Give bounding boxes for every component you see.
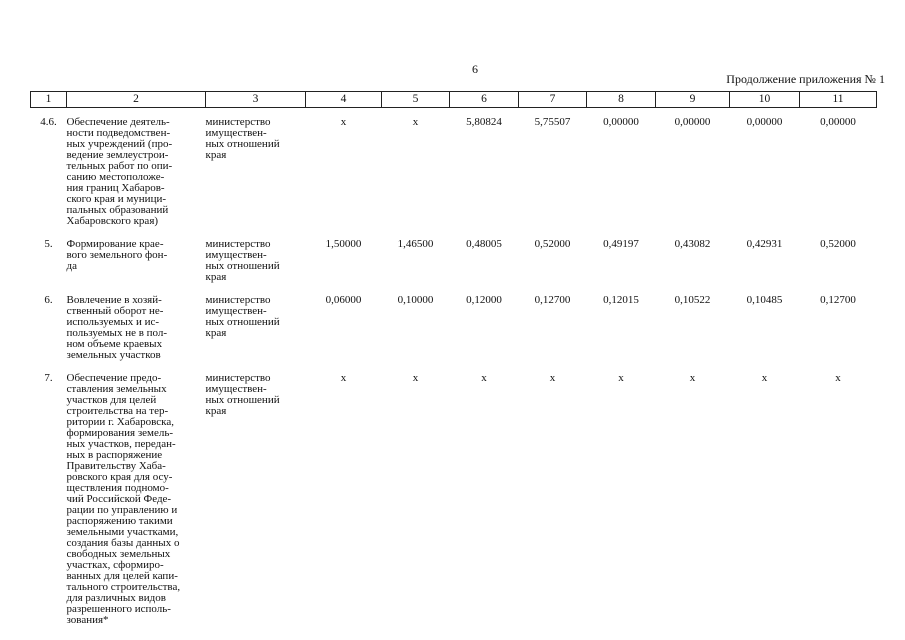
header-cell: 10: [730, 92, 800, 108]
header-cell: 8: [587, 92, 656, 108]
value-cell: х: [481, 372, 487, 384]
value-cell: 0,00000: [674, 116, 711, 128]
row-executor: министерство имуществен- ных отношений края: [205, 294, 280, 339]
header-cell: 5: [382, 92, 450, 108]
value-cell: 0,12700: [820, 294, 856, 306]
header-cell: 11: [800, 92, 877, 108]
row-executor: министерство имуществен- ных отношений края: [205, 372, 280, 417]
value-cell: х: [412, 116, 419, 128]
value-cell: х: [761, 372, 768, 384]
row-number: 5.: [44, 238, 53, 250]
header-cell: 2: [67, 92, 206, 108]
value-cell: 0,10522: [674, 294, 711, 306]
value-cell: х: [835, 372, 841, 384]
row-executor: министерство имуществен- ных отношений края: [205, 238, 280, 283]
value-cell: 0,52000: [534, 238, 571, 250]
row-number: 4.6.: [40, 116, 57, 128]
value-cell: 1,46500: [397, 238, 434, 250]
value-cell: 5,75507: [534, 116, 571, 128]
table-row: [31, 295, 877, 373]
header-cell: 6: [450, 92, 519, 108]
value-cell: 0,49197: [603, 238, 639, 250]
budget-table: [30, 91, 877, 638]
header-cell: 1: [31, 92, 67, 108]
header-cell: 4: [306, 92, 382, 108]
value-cell: 0,48005: [466, 238, 502, 250]
value-cell: 0,00000: [603, 116, 639, 128]
table-row: [31, 239, 877, 295]
value-cell: 1,50000: [325, 238, 362, 250]
value-cell: 0,52000: [820, 238, 856, 250]
value-cell: 5,80824: [466, 116, 502, 128]
value-cell: 0,42931: [746, 238, 783, 250]
value-cell: 0,10000: [397, 294, 434, 306]
row-name: Формирование крае- вого земельного фон- да: [66, 238, 168, 272]
page-number: 6: [472, 62, 478, 76]
row-name: Обеспечение предо- ставления земельных участков для целей строительства на тер- ритории г. Хабаровска, формирования земель- ных участков, передан- ных в распоряжение Правительству Хаба- ровского края для осу- ществления подномо- чий Российской Феде- рации по управлению и распоряжению такими земельными участками, создания базы данных о свободных земельных участках, сформиро- ванных для целей капи- тального строительства, для различных видов разрешенного исполь- зования*: [66, 372, 181, 626]
row-executor: министерство имуществен- ных отношений края: [205, 116, 280, 161]
header-cell: 9: [656, 92, 730, 108]
header-cell: 7: [519, 92, 587, 108]
value-cell: х: [340, 372, 347, 384]
row-number: 7.: [44, 372, 53, 384]
value-cell: 0,12015: [603, 294, 639, 306]
value-cell: 0,12000: [466, 294, 502, 306]
value-cell: х: [689, 372, 696, 384]
value-cell: х: [549, 372, 556, 384]
table-row: [31, 373, 877, 638]
continuation-note: Продолжение приложения № 1: [726, 72, 885, 86]
table-row: [31, 108, 877, 240]
row-number: 6.: [44, 294, 53, 306]
value-cell: х: [618, 372, 624, 384]
value-cell: 0,12700: [534, 294, 571, 306]
header-cell: 3: [206, 92, 306, 108]
value-cell: 0,00000: [746, 116, 783, 128]
row-name: Обеспечение деятель- ности подведомствен- ных учреждений (про- ведение землеустрои- тельных работ по опи- санию местоположе- ния границ Хабаров- ского края и муници- пальных образований Хабаровского края): [66, 116, 173, 227]
value-cell: х: [412, 372, 419, 384]
value-cell: 0,10485: [746, 294, 783, 306]
header-row: [31, 92, 877, 108]
value-cell: х: [340, 116, 347, 128]
value-cell: 0,06000: [325, 294, 362, 306]
value-cell: 0,43082: [674, 238, 711, 250]
value-cell: 0,00000: [820, 116, 856, 128]
row-name: Вовлечение в хозяй- ственный оборот не- используемых и ис- пользуемых не в пол- ном объеме краевых земельных участков: [66, 294, 168, 361]
